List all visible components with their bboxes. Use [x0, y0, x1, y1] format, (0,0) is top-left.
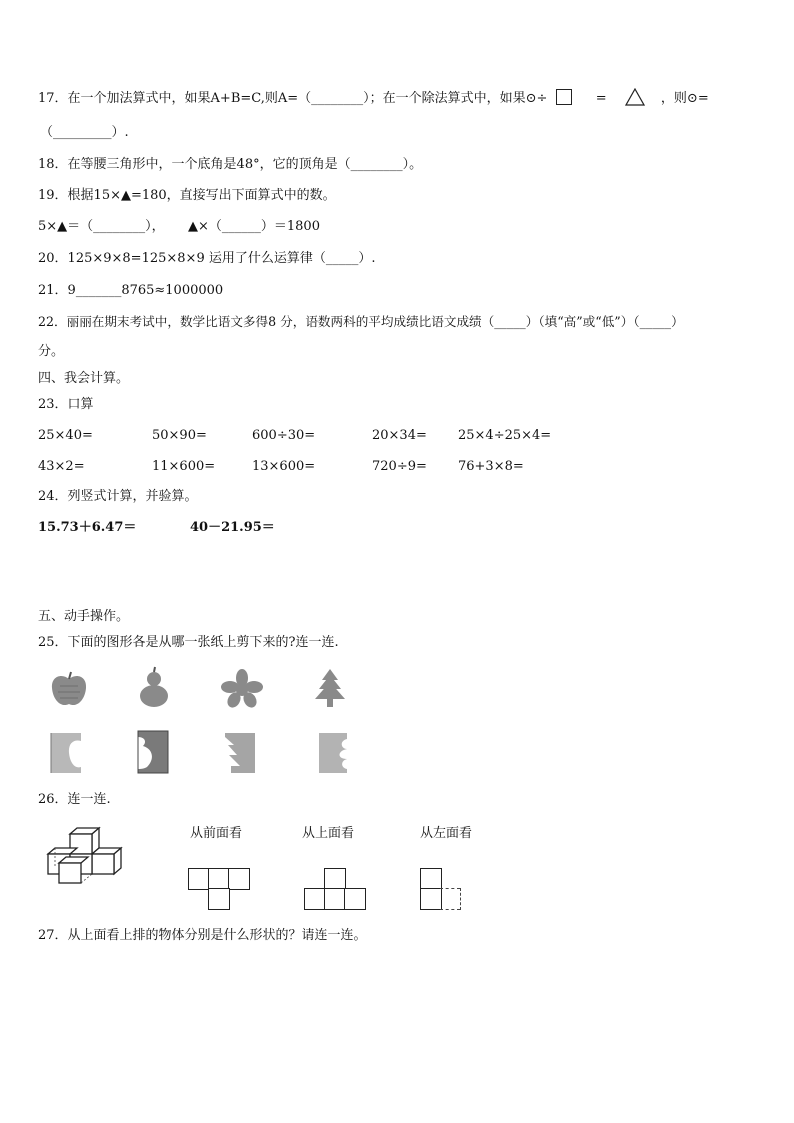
question-27: 27．从上面看上排的物体分别是什么形状的？请连一连。 [38, 928, 367, 943]
calc-item: 50×90= [152, 428, 207, 443]
dashed-edge [460, 888, 461, 910]
question-18: 18．在等腰三角形中，一个底角是48°，它的顶角是（________）。 [38, 157, 423, 172]
question-19-equation-b: ▲×（______）＝1800 [188, 219, 320, 234]
question-25: 25．下面的图形各是从哪一张纸上剪下来的?连一连. [38, 635, 339, 650]
view-cell [324, 868, 346, 890]
question-26-title: 26．连一连. [38, 792, 111, 807]
dashed-edge [440, 888, 460, 889]
question-17-text: 17．在一个加法算式中，如果A+B=C,则A=（________）；在一个除法算式中，如果⊙÷ [38, 91, 548, 106]
calc-item: 25×40= [38, 428, 93, 443]
view-cell [208, 888, 230, 910]
question-24-title: 24．列竖式计算，并验算。 [38, 489, 198, 504]
view-cell [228, 868, 250, 890]
question-17-line2: （_________）. [40, 125, 129, 140]
question-22-line1: 22．丽丽在期末考试中，数学比语文多得8 分，语数两科的平均成绩比语文成绩（_____）（填“高”或“低”）（_____） [38, 314, 684, 329]
paper-half-apple-icon [48, 731, 84, 775]
vertical-calc-item: 15.73＋6.47＝ [38, 520, 137, 535]
calc-item: 76+3×8= [458, 459, 524, 474]
apple-icon [48, 670, 90, 710]
tree-icon [314, 668, 346, 708]
question-17-text-2: ，则⊙= [660, 91, 709, 106]
view-label-top: 从上面看 [302, 826, 355, 841]
paper-half-tree-icon [223, 731, 257, 775]
square-icon [556, 89, 572, 105]
triangle-icon [625, 88, 645, 106]
calc-item: 43×2= [38, 459, 85, 474]
left-view-figure [420, 868, 468, 912]
paper-half-gourd-icon [135, 729, 171, 775]
flower-icon [221, 669, 263, 709]
question-21: 21．9_______8765≈1000000 [38, 283, 224, 298]
view-cell [304, 888, 326, 910]
calc-item: 25×4÷25×4= [458, 428, 552, 443]
view-label-left: 从左面看 [420, 826, 473, 841]
calc-item: 600÷30= [252, 428, 316, 443]
gourd-icon [136, 666, 172, 710]
question-22-line2: 分。 [38, 344, 65, 359]
calc-item: 13×600= [252, 459, 316, 474]
view-label-front: 从前面看 [190, 826, 243, 841]
front-view-figure [188, 868, 252, 912]
calc-item: 720÷9= [372, 459, 427, 474]
view-cell [324, 888, 346, 910]
question-17-line1 [38, 88, 709, 108]
calc-item: 11×600= [152, 459, 216, 474]
paper-half-flower-icon [316, 731, 352, 775]
view-cell [344, 888, 366, 910]
question-17-equals: = [595, 91, 607, 106]
dashed-edge [440, 909, 460, 910]
view-cell [420, 888, 442, 910]
section-4-title: 四、我会计算。 [38, 371, 130, 386]
cube-stack-figure [42, 826, 128, 888]
calc-item: 20×34= [372, 428, 427, 443]
view-cell [188, 868, 210, 890]
question-19-equation-a: 5×▲＝（________）， [38, 219, 165, 234]
question-19: 19．根据15×▲=180，直接写出下面算式中的数。 [38, 188, 336, 203]
top-view-figure [304, 868, 368, 912]
vertical-calc-item: 40－21.95＝ [190, 520, 275, 535]
view-cell [208, 868, 230, 890]
question-20: 20．125×9×8=125×8×9 运用了什么运算律（_____）. [38, 251, 376, 266]
section-5-title: 五、动手操作。 [38, 609, 130, 624]
view-cell [420, 868, 442, 890]
question-23-title: 23．口算 [38, 397, 94, 412]
